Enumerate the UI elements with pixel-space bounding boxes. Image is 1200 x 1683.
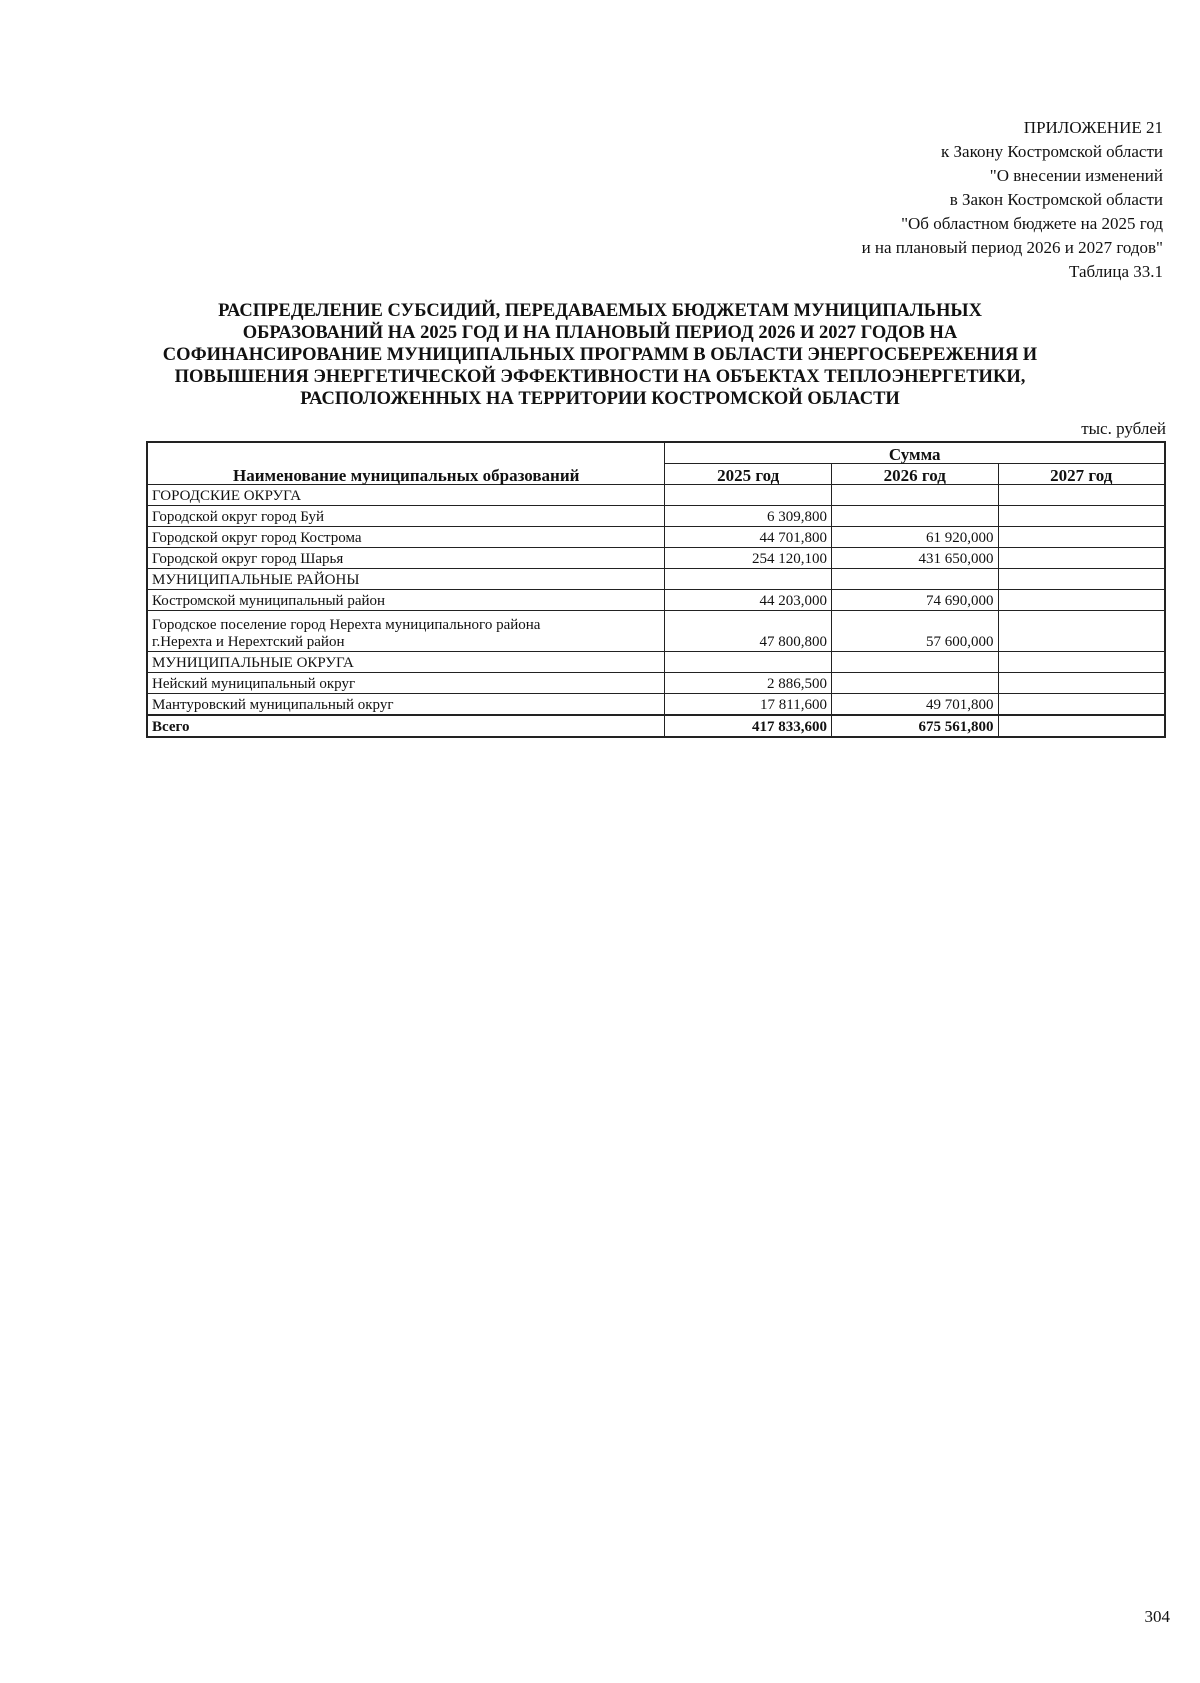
table-row: [147, 611, 1165, 652]
total-label: Всего: [147, 715, 665, 737]
table-row: [147, 485, 1165, 506]
row-value-2025: 44 203,000: [665, 590, 832, 611]
header-year-2027: 2027 год: [998, 464, 1165, 485]
row-value-2026: 61 920,000: [831, 527, 998, 548]
row-value-2025: 17 811,600: [665, 694, 832, 716]
table-row: [147, 569, 1165, 590]
row-name: Городской округ город Шарья: [147, 548, 665, 569]
header-sum: Сумма: [665, 442, 1165, 464]
row-value-2025: 6 309,800: [665, 506, 832, 527]
units-label: тыс. рублей: [1081, 419, 1166, 438]
row-name-line: Городское поселение город Нерехта муниципального района: [152, 617, 541, 633]
row-name: Костромской муниципальный район: [147, 590, 665, 611]
row-value-2027: [998, 673, 1165, 694]
document-title: [150, 300, 1050, 410]
row-name: [147, 611, 665, 652]
row-value-2027: [998, 506, 1165, 527]
appendix-line: ПРИЛОЖЕНИЕ 21: [1023, 118, 1163, 137]
row-value-2027: [998, 527, 1165, 548]
header-year-2026: 2026 год: [831, 464, 998, 485]
title-line: РАСПОЛОЖЕННЫХ НА ТЕРРИТОРИИ КОСТРОМСКОЙ ОБЛАСТИ: [300, 389, 900, 409]
appendix-line: "Об областном бюджете на 2025 год: [901, 214, 1163, 233]
title-line: ПОВЫШЕНИЯ ЭНЕРГЕТИЧЕСКОЙ ЭФФЕКТИВНОСТИ НА ОБЪЕКТАХ ТЕПЛОЭНЕРГЕТИКИ,: [174, 367, 1026, 387]
total-value-2027: [998, 715, 1165, 737]
row-value-2026: [831, 569, 998, 590]
row-value-2026: [831, 673, 998, 694]
row-value-2027: [998, 569, 1165, 590]
table-row: [147, 527, 1165, 548]
row-name: Мантуровский муниципальный округ: [147, 694, 665, 716]
header-name: Наименование муниципальных образований: [147, 442, 665, 485]
row-value-2025: 47 800,800: [665, 611, 832, 652]
appendix-line: Таблица 33.1: [1069, 262, 1163, 281]
subsidy-table: [146, 441, 1166, 738]
row-value-2027: [998, 485, 1165, 506]
row-name: Нейский муниципальный округ: [147, 673, 665, 694]
appendix-line: в Закон Костромской области: [949, 190, 1163, 209]
table-row: [147, 694, 1165, 716]
total-value-2025: 417 833,600: [665, 715, 832, 737]
row-value-2025: [665, 485, 832, 506]
row-value-2025: 2 886,500: [665, 673, 832, 694]
table-row: [147, 652, 1165, 673]
row-value-2027: [998, 694, 1165, 716]
appendix-header: [862, 116, 1163, 284]
row-value-2025: [665, 652, 832, 673]
row-value-2026: 74 690,000: [831, 590, 998, 611]
table-total-row: [147, 715, 1165, 737]
row-value-2026: 57 600,000: [831, 611, 998, 652]
row-value-2026: [831, 652, 998, 673]
row-name: Городской округ город Кострома: [147, 527, 665, 548]
row-value-2026: 431 650,000: [831, 548, 998, 569]
row-value-2027: [998, 548, 1165, 569]
table-row: [147, 506, 1165, 527]
appendix-line: к Закону Костромской области: [941, 142, 1163, 161]
table-row: [147, 673, 1165, 694]
title-line: СОФИНАНСИРОВАНИЕ МУНИЦИПАЛЬНЫХ ПРОГРАММ В ОБЛАСТИ ЭНЕРГОСБЕРЕЖЕНИЯ И: [162, 345, 1038, 365]
row-value-2027: [998, 590, 1165, 611]
table-header-row: [147, 442, 1165, 464]
row-value-2026: [831, 485, 998, 506]
row-value-2025: 254 120,100: [665, 548, 832, 569]
table-row: [147, 590, 1165, 611]
row-name-line: г.Нерехта и Нерехтский район: [152, 634, 345, 650]
row-value-2027: [998, 611, 1165, 652]
row-value-2026: 49 701,800: [831, 694, 998, 716]
row-value-2025: [665, 569, 832, 590]
appendix-line: и на плановый период 2026 и 2027 годов": [861, 238, 1163, 257]
row-value-2027: [998, 652, 1165, 673]
title-line: ОБРАЗОВАНИЙ НА 2025 ГОД И НА ПЛАНОВЫЙ ПЕРИОД 2026 И 2027 ГОДОВ НА: [242, 323, 958, 343]
header-year-2025: 2025 год: [665, 464, 832, 485]
row-name: МУНИЦИПАЛЬНЫЕ ОКРУГА: [147, 652, 665, 673]
title-line: РАСПРЕДЕЛЕНИЕ СУБСИДИЙ, ПЕРЕДАВАЕМЫХ БЮДЖЕТАМ МУНИЦИПАЛЬНЫХ: [218, 301, 982, 321]
row-name: ГОРОДСКИЕ ОКРУГА: [147, 485, 665, 506]
table-row: [147, 548, 1165, 569]
row-value-2026: [831, 506, 998, 527]
row-name: МУНИЦИПАЛЬНЫЕ РАЙОНЫ: [147, 569, 665, 590]
row-name: Городской округ город Буй: [147, 506, 665, 527]
appendix-line: "О внесении изменений: [989, 166, 1163, 185]
total-value-2026: 675 561,800: [831, 715, 998, 737]
page-number: 304: [1144, 1607, 1170, 1626]
row-value-2025: 44 701,800: [665, 527, 832, 548]
